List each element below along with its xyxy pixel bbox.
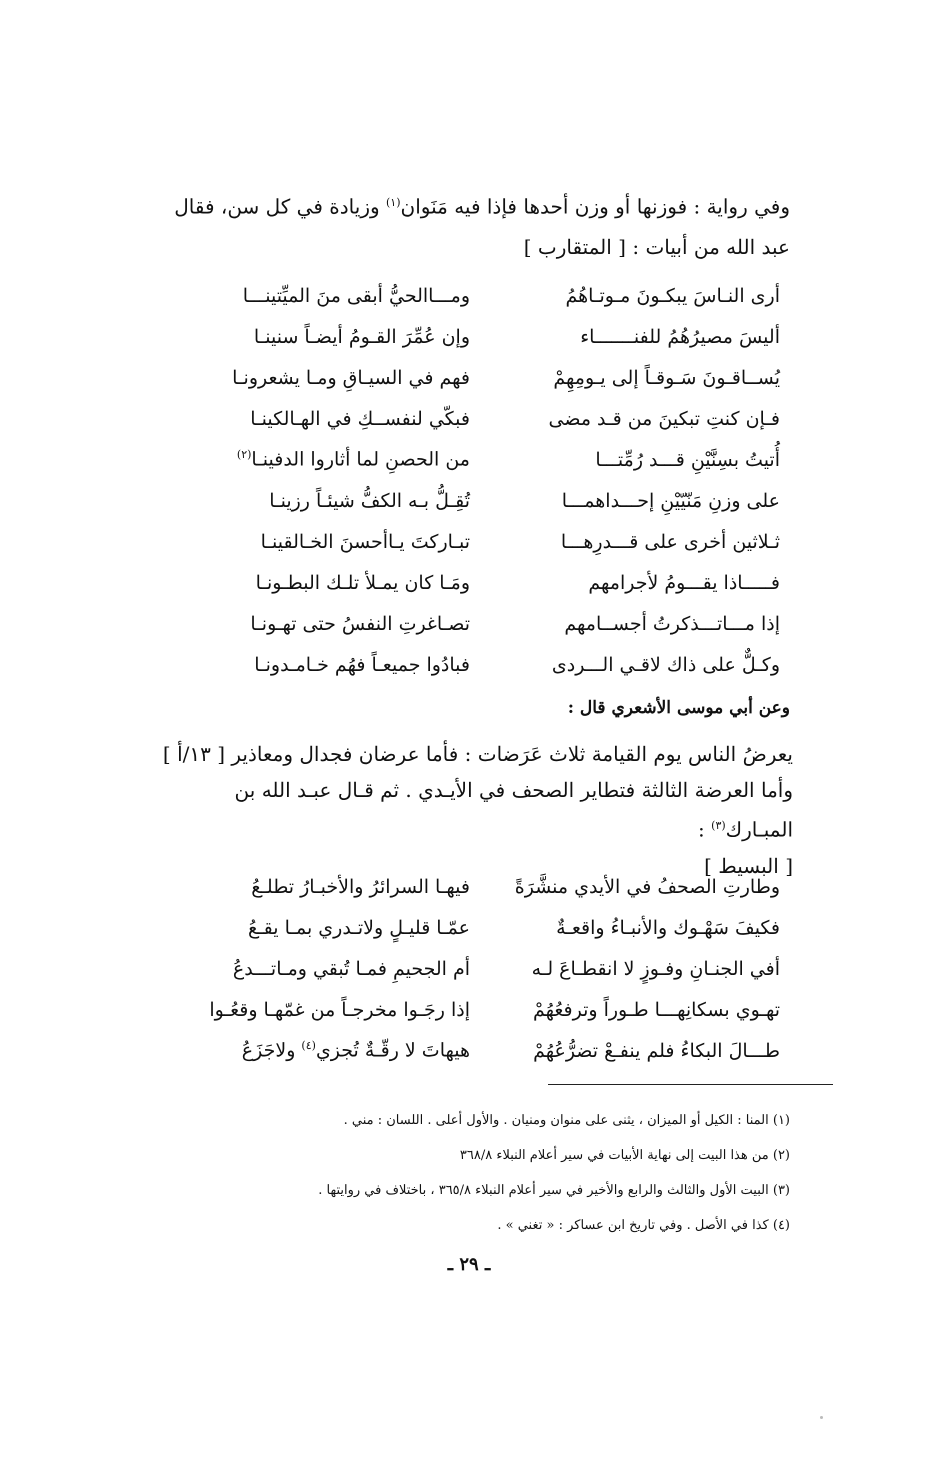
- verse: [215, 948, 780, 989]
- verse-second-hemistich: أم الجحيمِ فمـا تُبقي ومـاتـــدعُ: [232, 957, 470, 980]
- verse-first-hemistich: إذا مـــاتـــذكرتُ أجســامهم: [564, 612, 780, 635]
- footnote-4: (٤) كذا في الأصل . وفي تاريخ ابن عساكر : « تغني » .: [497, 1218, 790, 1233]
- verse-second-hemistich: تصـاغرتِ النفسُ حتى تهـونـا: [250, 612, 470, 635]
- footnote-separator: [548, 1084, 833, 1085]
- verse-second-hemistich-text: هيهاتَ لا رقّـةٌ تُجزي: [315, 1039, 470, 1062]
- verse-second-hemistich: فبادُوا جميعـاً فهُم خـامـدونـا: [254, 653, 470, 676]
- footnote-ref-2[interactable]: (٢): [236, 448, 252, 462]
- verse-first-hemistich: فـإن كنتِ تبكينَ من قـد مضى: [548, 407, 780, 430]
- verse-first-hemistich: ثـلاثين أخرى على قـــدرِهـــا: [560, 530, 780, 553]
- verse-first-hemistich: طـــالَ البكاءُ فلم ينفـعْ تضرُّعُهُمْ: [533, 1039, 780, 1062]
- verse: [209, 989, 780, 1030]
- verse: [215, 521, 780, 562]
- footnote-ref-4[interactable]: (٤): [301, 1039, 316, 1053]
- verse-second-hemistich: فيهـا السرائرُ والأخبـارُ تطلـعُ: [251, 875, 470, 898]
- verse-second-hemistich-text: من الحصنِ لما أثاروا الدفينـا: [251, 448, 470, 471]
- footnote-3: (٣) البيت الأول والثالث والرابع والأخير في سير أعلام النبلاء ٣٦٥/٨ ، باختلاف في روايتها .: [318, 1183, 790, 1198]
- verse-second-hemistich: تُقِـلُّ بـه الكفُّ شيئـاً رزينـا: [269, 489, 470, 512]
- intro-line-1-tail: وزيادة في كل سن، فقال: [174, 194, 386, 219]
- poem-basit: [209, 866, 780, 1071]
- verse-second-hemistich: تبـاركتَ يـاأحسنَ الخـالقينـا: [260, 530, 470, 553]
- footnote-ref-3[interactable]: (٣): [711, 819, 726, 832]
- verse-first-hemistich: تهـوي بسكانِهـــا طـوراً وترفعُهُمْ: [532, 998, 780, 1021]
- footnote-2: (٢) من هذا البيت إلى نهاية الأبيات في سير أعلام النبلاء ٣٦٨/٨: [459, 1148, 790, 1163]
- verse: [215, 439, 780, 480]
- verse: [215, 1030, 780, 1071]
- verse-second-hemistich: فبكّي لنفســكِ في الهـالكينـا: [250, 407, 470, 430]
- verse-first-hemistich: أرى النـاسَ يبكـونَ مـوتـاهُمُ: [565, 284, 780, 307]
- verse-first-hemistich: وطارتِ الصحفُ في الأيدي منشَّرَةً: [514, 875, 780, 898]
- verse-second-hemistich: عمّـا قليـلٍ ولاتـدري بمـا يقـعُ: [248, 916, 470, 939]
- verse-second-hemistich: ومـــاالحيُّ أبقى منَ الميِّتينـــا: [242, 284, 470, 307]
- verse-first-hemistich: وكـلٌّ على ذاك لاقـي الـــردى: [551, 653, 780, 676]
- verse-first-hemistich: يُســاقـونَ سَـوقـاً إلى يـومِهِمْ: [553, 366, 780, 389]
- verse-second-hemistich-tail: ولاجَزَعُ: [241, 1039, 302, 1062]
- footnote-1: (١) المنا : الكيل أو الميزان ، يثنى على منوان ومنيان . والأول أعلى . اللسان : مني .: [343, 1113, 790, 1128]
- intro-line-2: عبد الله من أبيات : [ المتقارب ]: [523, 234, 790, 259]
- scan-speck: [820, 1416, 823, 1419]
- verse-first-hemistich: على وزنِ مَنّيّيْنِ إحـــداهمـــا: [561, 489, 780, 512]
- verse-first-hemistich: أفي الجنـانِ وفـوزٍ لا انقطـاعَ لـه: [531, 957, 780, 980]
- verse: [215, 398, 780, 439]
- verse-second-hemistich: فهم في السيـاقِ ومـا يشعرونـا: [232, 366, 470, 389]
- verse: [215, 644, 780, 685]
- verse-second-hemistich: [215, 1039, 470, 1061]
- para-line-2-tail: :: [698, 817, 712, 842]
- para-line-1: يعرضُ الناس يوم القيامة ثلاث عَرَضات : فأما عرضان فجدال ومعاذير [ ١٣/أ ]: [162, 742, 793, 766]
- intro-line-1: [160, 183, 790, 227]
- verse: [215, 907, 780, 948]
- verse: [215, 562, 780, 603]
- second-paragraph: [158, 736, 793, 884]
- verse: [215, 316, 780, 357]
- verse: [215, 275, 780, 316]
- verse-second-hemistich: ومَـا كان يمـلأ تلـك البطـونـا: [255, 571, 470, 594]
- verse-first-hemistich: أليسَ مصيرُهُمُ للفنـــــــاء: [580, 325, 780, 348]
- verse-second-hemistich: [215, 448, 470, 470]
- poem-mutaqarib: [215, 275, 780, 685]
- verse-first-hemistich: فكيفَ سَهْـوك والأنبـاءُ واقعـةٌ: [556, 916, 780, 939]
- para-line-2: [158, 772, 793, 848]
- verse-second-hemistich: وإن عُمِّرَ القـومُ أيضـاً سنينـا: [253, 325, 470, 348]
- verse-second-hemistich: إذا رجَـوا مخرجـاً من غمّهـا وقعُـوا: [209, 998, 470, 1021]
- verse: [215, 866, 780, 907]
- footnote-ref-1[interactable]: (١): [386, 196, 401, 209]
- verse-first-hemistich: فـــــاذا يقـــومُ لأجرامهم: [588, 571, 780, 594]
- verse: [215, 480, 780, 521]
- section-heading: وعن أبي موسى الأشعري قال :: [567, 698, 790, 718]
- page-number: ـ ٢٩ ـ: [447, 1254, 491, 1275]
- verse: [215, 357, 780, 398]
- verse: [215, 603, 780, 644]
- para-line-2-text: وأما العرضة الثالثة فتطاير الصحف في الأيـدي . ثم قـال عبـد الله بن المبـارك: [234, 778, 793, 842]
- meter-label: [ البسيط ]: [704, 853, 793, 878]
- verse-first-hemistich: أُتيتُ بسِنَّيْنِ قـــد رُمِّتـــا: [595, 448, 780, 471]
- intro-line-1-text: وفي رواية : فوزنها أو وزن أحدها فإذا فيه مَنَوان: [400, 194, 790, 219]
- footnotes: [230, 1106, 790, 1246]
- intro-paragraph: [160, 183, 790, 267]
